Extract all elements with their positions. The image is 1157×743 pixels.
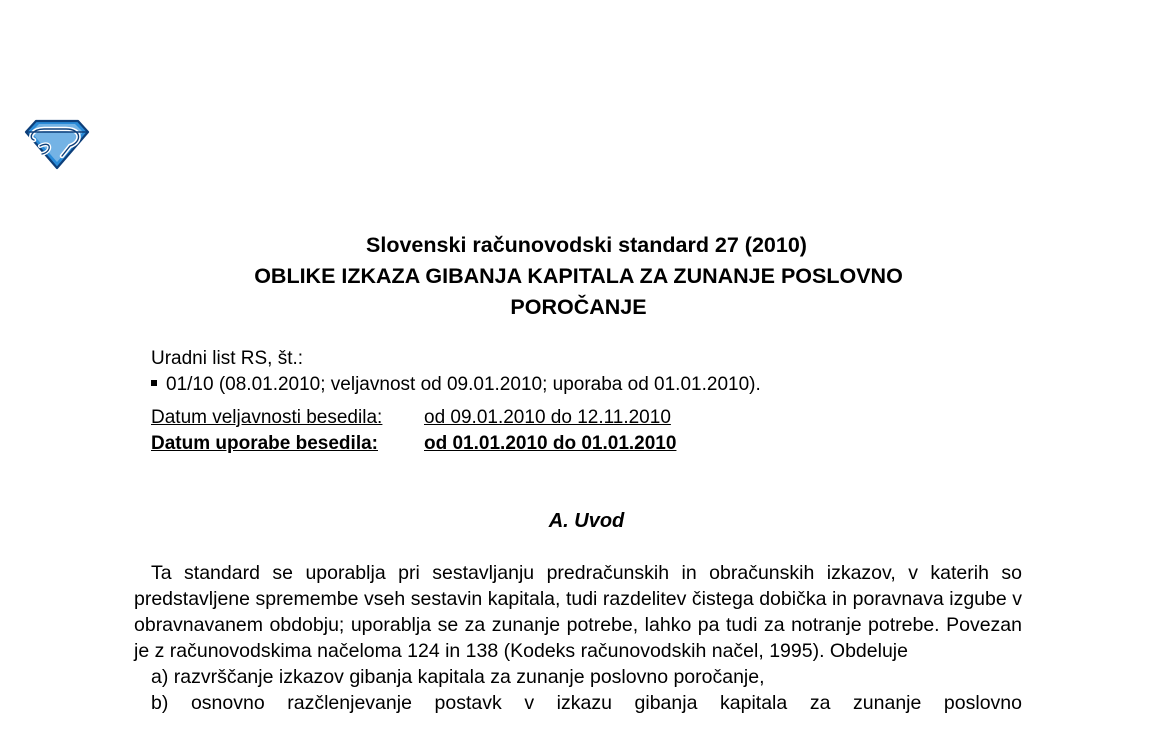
bullet-icon: [151, 380, 157, 386]
title-line-3: POROČANJE: [510, 295, 647, 319]
gazette-entry-row: [151, 372, 761, 398]
validity-label: Datum veljavnosti besedila:: [151, 407, 383, 428]
validity-row: [151, 405, 676, 431]
list-item-a: a) razvrščanje izkazov gibanja kapitala za zunanje poslovno poročanje,: [151, 666, 765, 688]
body-text: [134, 560, 1022, 716]
usage-row: [151, 431, 676, 457]
usage-label: Datum uporabe besedila:: [151, 433, 378, 454]
date-info: [151, 405, 676, 457]
title-line-1: Slovenski računovodski standard 27 (2010): [366, 233, 807, 257]
intro-paragraph: Ta standard se uporablja pri sestavljanju predračunskih in obračunskih izkazov, v katerih so predstavljene spremembe vseh sestavin kapitala, tudi razdelitev čistega dobička in poravnava izgube v obravnavanem obdobju; uporablja se za zunanje potrebe, lahko pa tudi za notranje potrebe. Povezan je z računovodskima načeloma 124 in 138 (Kodeks računovodskih načel, 1995). Obdeluje: [134, 562, 1022, 662]
gazette-info: [151, 346, 761, 398]
sd-diamond-logo-icon: [22, 118, 92, 170]
usage-value: od 01.01.2010 do 01.01.2010: [424, 433, 677, 454]
section-heading: A. Uvod: [548, 510, 625, 532]
gazette-label: Uradni list RS, št.:: [151, 348, 304, 369]
list-item-b: b) osnovno razčlenjevanje postavk v izkazu gibanja kapitala za zunanje poslovno: [151, 692, 1022, 714]
gazette-entry: 01/10 (08.01.2010; veljavnost od 09.01.2010; uporaba od 01.01.2010).: [166, 374, 761, 395]
validity-value: od 09.01.2010 do 12.11.2010: [424, 407, 671, 428]
document-title: [0, 230, 1157, 323]
title-line-2: OBLIKE IZKAZA GIBANJA KAPITALA ZA ZUNANJE POSLOVNO: [254, 264, 903, 288]
